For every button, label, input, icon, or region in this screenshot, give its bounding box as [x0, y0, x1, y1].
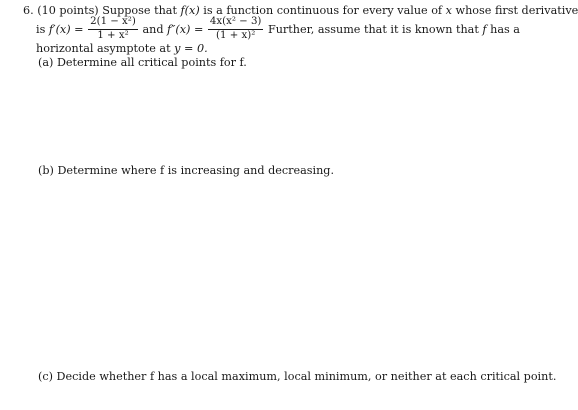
intro-text-3: whose first derivative — [455, 4, 578, 17]
has-a-text: has a — [490, 23, 520, 36]
function-fx: f(x) — [180, 4, 200, 17]
asymptote-equation: y = 0. — [174, 42, 208, 55]
further-text: Further, assume that it is known that — [267, 23, 479, 36]
asymptote-line — [36, 42, 208, 56]
second-derivative-label: f″(x) = — [167, 23, 204, 36]
asymptote-text: horizontal asymptote at — [36, 42, 171, 55]
variable-f: f — [482, 23, 487, 36]
second-derivative-fraction — [208, 16, 264, 42]
part-c-prompt: (c) Decide whether f has a local maximum, local minimum, or neither at each critical point. — [38, 370, 557, 383]
variable-x: x — [445, 4, 452, 17]
is-label: is — [36, 23, 46, 36]
second-derivative-denominator: (1 + x)² — [216, 30, 256, 41]
part-b-prompt: (b) Determine where f is increasing and decreasing. — [38, 164, 335, 177]
first-derivative-numerator: 2(1 − x²) — [88, 16, 138, 30]
part-a-prompt: (a) Determine all critical points for f. — [38, 56, 247, 69]
and-label: and — [142, 23, 164, 36]
second-derivative-numerator: 4x(x² − 3) — [208, 16, 264, 30]
first-derivative-label: f′(x) = — [48, 23, 84, 36]
derivatives-line — [36, 16, 520, 44]
intro-text-1: Suppose that — [102, 4, 177, 17]
first-derivative-denominator: 1 + x² — [97, 30, 129, 41]
intro-text-2: is a function continuous for every value of — [203, 4, 443, 17]
problem-number-points: 6. (10 points) — [23, 4, 99, 17]
first-derivative-fraction — [88, 16, 138, 42]
